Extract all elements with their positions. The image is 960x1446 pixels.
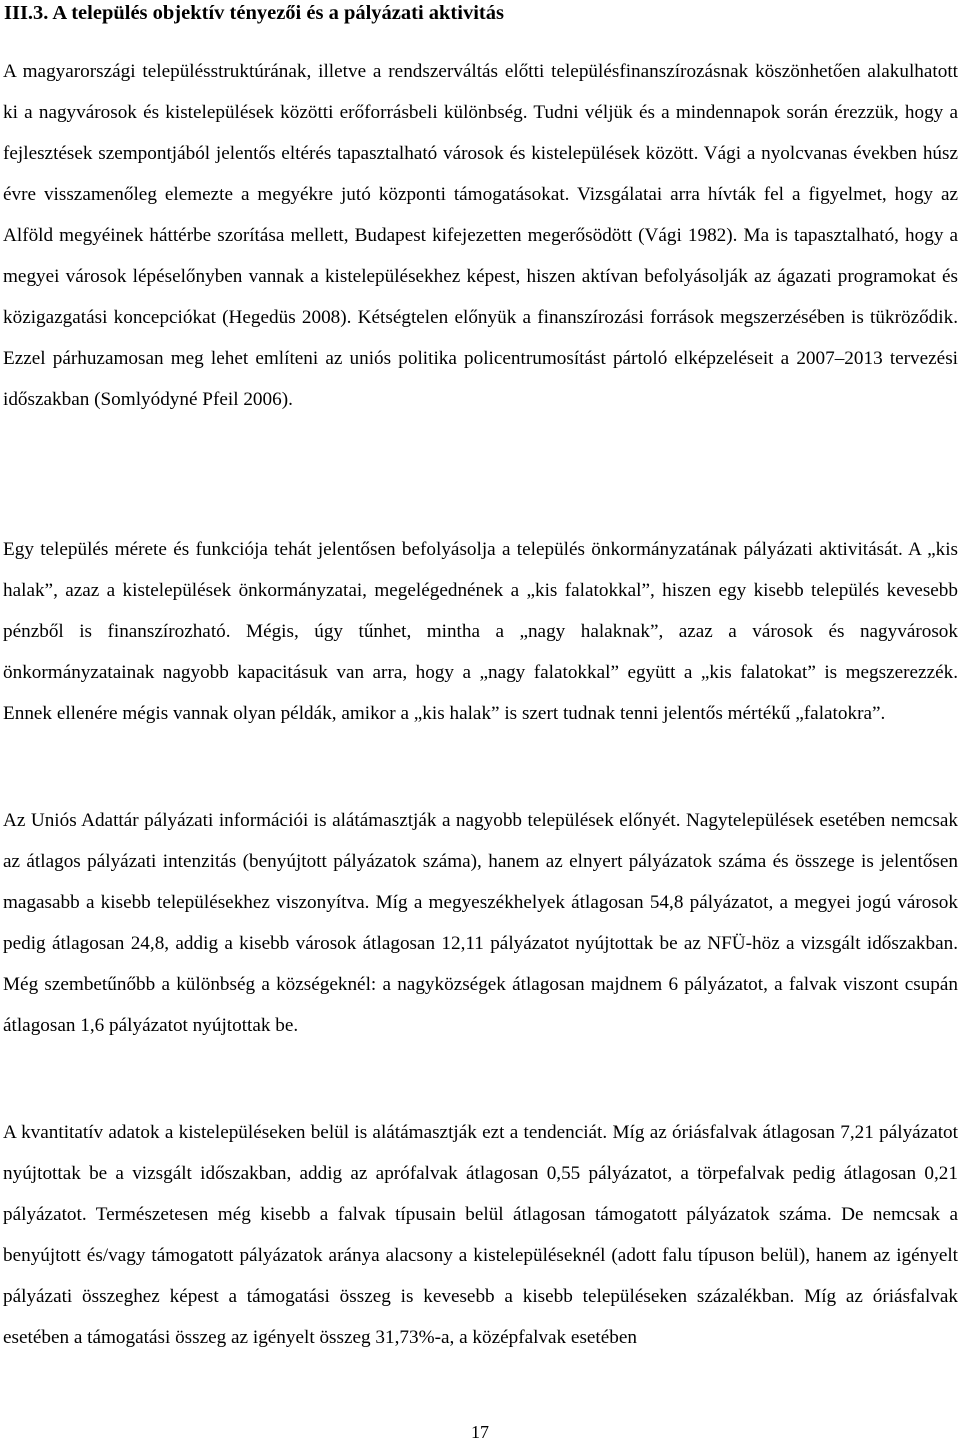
section-heading: III.3. A település objektív tényezői és a pályázati aktivitás xyxy=(4,2,504,24)
page-number: 17 xyxy=(471,1422,489,1442)
paragraph-3: Az Uniós Adattár pályázati információi is alátámasztják a nagyobb települések előnyét. Nagytelepülések esetében nemcsak az átlagos pályázati intenzitás (benyújtott pályázatok száma), hanem az elnyert pályázatok száma és összege is jelentősen magasabb a kisebb településekhez viszonyítva. Míg a megyeszékhelyek átlagosan 54,8 pályázatot, a megyei jogú városok pedig átlagosan 24,8, addig a kisebb városok átlagosan 12,11 pályázatot nyújtottak be az NFÜ-höz a vizsgált időszakban. Még szembetűnőbb a különbség a községeknél: a nagyközségek átlagosan majdnem 6 pályázatot, a falvak viszont csupán átlagosan 1,6 pályázatot nyújtottak be. xyxy=(3,810,958,1036)
paragraph-2: Egy település mérete és funkciója tehát jelentősen befolyásolja a település önkormányzatának pályázati aktivitását. A „kis halak”, azaz a kistelepülések önkormányzatai, megelégednének a „kis falatokkal”, hiszen egy kisebb település kevesebb pénzből is finanszírozható. Mégis, úgy tűnhet, mintha a „nagy halaknak”, azaz a városok és nagyvárosok önkormányzatainak nagyobb kapacitásuk van arra, hogy a „nagy falatokkal” együtt a „kis falatokat” is megszerezzék. Ennek ellenére mégis vannak olyan példák, amikor a „kis halak” is szert tudnak tenni jelentős mértékű „falatokra”. xyxy=(3,539,958,724)
paragraph-1: A magyarországi településstruktúrának, illetve a rendszerváltás előtti településfinanszírozásnak köszönhetően alakulhatott ki a nagyvárosok és kistelepülések közötti erőforrásbeli különbség. Tudni véljük és a mindennapok során érezzük, hogy a fejlesztések szempontjából jelentős eltérés tapasztalható városok és kistelepülések között. Vági a nyolcvanas években húsz évre visszamenőleg elemezte a megyékre jutó központi támogatásokat. Vizsgálatai arra hívták fel a figyelmet, hogy az Alföld megyéinek háttérbe szorítása mellett, Budapest kifejezetten megerősödött (Vági 1982). Ma is tapasztalható, hogy a megyei városok lépéselőnyben vannak a kistelepülésekhez képest, hiszen aktívan befolyásolják az ágazati programokat és közigazgatási koncepciókat (Hegedüs 2008). Kétségtelen előnyük a finanszírozási források megszerzésében is tükröződik. Ezzel párhuzamosan meg lehet említeni az uniós politika policentrumosítást pártoló elképzeléseit a 2007–2013 tervezési időszakban (Somlyódyné Pfeil 2006). xyxy=(3,61,958,410)
paragraph-4: A kvantitatív adatok a kistelepüléseken belül is alátámasztják ezt a tendenciát. Míg az óriásfalvak átlagosan 7,21 pályázatot nyújtottak be a vizsgált időszakban, addig az aprófalvak átlagosan 0,55 pályázatot, a törpefalvak pedig átlagosan 0,21 pályázatot. Természetesen még kisebb a falvak típusain belül átlagosan támogatott pályázatok száma. De nemcsak a benyújtott és/vagy támogatott pályázatok aránya alacsony a kistelepüléseknél (adott falu típuson belül), hanem az igényelt pályázati összeghez képest a támogatási összeg is kevesebb a kisebb településeken százalékban. Míg az óriásfalvak esetében a támogatási összeg az igényelt összeg 31,73%-a, a középfalvak esetében xyxy=(3,1122,958,1348)
